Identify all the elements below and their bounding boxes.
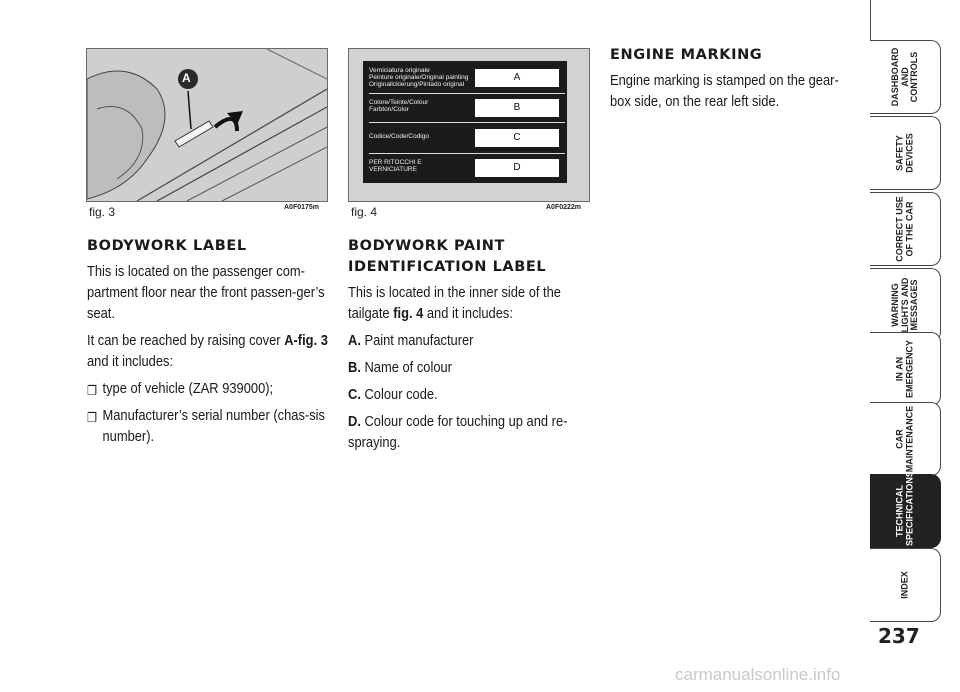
tab-warning-lights-and-messages[interactable]: WARNING LIGHTS AND MESSAGES xyxy=(870,268,941,342)
tab-safety-devices[interactable]: SAFETY DEVICES xyxy=(870,116,941,190)
paint-plate-row-c: Codice/Code/Codigo C xyxy=(369,129,559,149)
figure-4-image xyxy=(348,48,590,202)
bodywork-label-location: This is located on the passenger com-partment floor near the front passen-ger’s seat. xyxy=(87,263,325,322)
figure-4-code: A0F0222m xyxy=(546,204,582,211)
section-title-paint-label: BODYWORK PAINT IDENTIFICATION LABEL xyxy=(348,238,547,275)
figure-3-code: A0F0175m xyxy=(284,204,320,211)
tab-in-an-emergency[interactable]: IN AN EMERGENCY xyxy=(870,332,941,406)
list-item: ❐ type of vehicle (ZAR 939000); xyxy=(87,378,336,399)
tab-technical-specifications[interactable]: TECHNICAL SPECIFICATIONS xyxy=(870,474,941,548)
checkbox-bullet-icon: ❐ xyxy=(87,383,98,398)
engine-marking-text: Engine marking is stamped on the gear-box side, on the rear left side. xyxy=(610,72,839,110)
list-item: A. Paint manufacturer xyxy=(348,332,474,349)
list-item: D. Colour code for touching up and re-spraying. xyxy=(348,413,568,451)
figure-3-image xyxy=(86,48,328,202)
chapter-tabs-sidebar xyxy=(870,0,960,692)
callout-marker-a: A xyxy=(182,71,191,85)
checkbox-bullet-icon: ❐ xyxy=(87,410,98,425)
paint-plate-row-d: PER RITOCCHI E VERNICIATURE D xyxy=(369,159,559,179)
list-item: C. Colour code. xyxy=(348,386,438,403)
bodywork-label-access: It can be reached by raising cover A-fig. 3 and it includes: xyxy=(87,332,328,370)
list-item: B. Name of colour xyxy=(348,359,452,376)
figure-3-caption: fig. 3 xyxy=(89,205,116,219)
paint-plate-row-b: Colore/Teinte/Colour Farbton/Color B xyxy=(369,99,559,119)
figure-4-caption: fig. 4 xyxy=(351,205,378,219)
car-door-sill-illustration xyxy=(87,49,327,201)
paint-identification-plate xyxy=(363,61,567,183)
tab-dashboard-and-controls[interactable]: DASHBOARD AND CONTROLS xyxy=(870,40,941,114)
bodywork-label-section xyxy=(87,236,377,453)
tab-car-maintenance[interactable]: CAR MAINTENANCE xyxy=(870,402,941,476)
list-item: ❐ Manufacturer’s serial number (chas-sis number). xyxy=(87,407,325,445)
engine-marking-section xyxy=(610,45,855,118)
tab-index[interactable]: INDEX xyxy=(870,548,941,622)
paint-label-location: This is located in the inner side of the tailgate fig. 4 and it includes: xyxy=(348,284,561,322)
section-title-engine-marking: ENGINE MARKING xyxy=(610,47,763,63)
watermark: carmanualsonline.info xyxy=(675,665,841,684)
tab-correct-use-of-the-car[interactable]: CORRECT USE OF THE CAR xyxy=(870,192,941,266)
section-title-bodywork-label: BODYWORK LABEL xyxy=(87,238,247,254)
paint-label-section xyxy=(348,236,588,459)
page-number: 237 xyxy=(878,624,920,648)
paint-plate-row-a: Verniciatura originale Peinture originale/Original painting Originallckierung/Pintado original A xyxy=(369,67,559,87)
